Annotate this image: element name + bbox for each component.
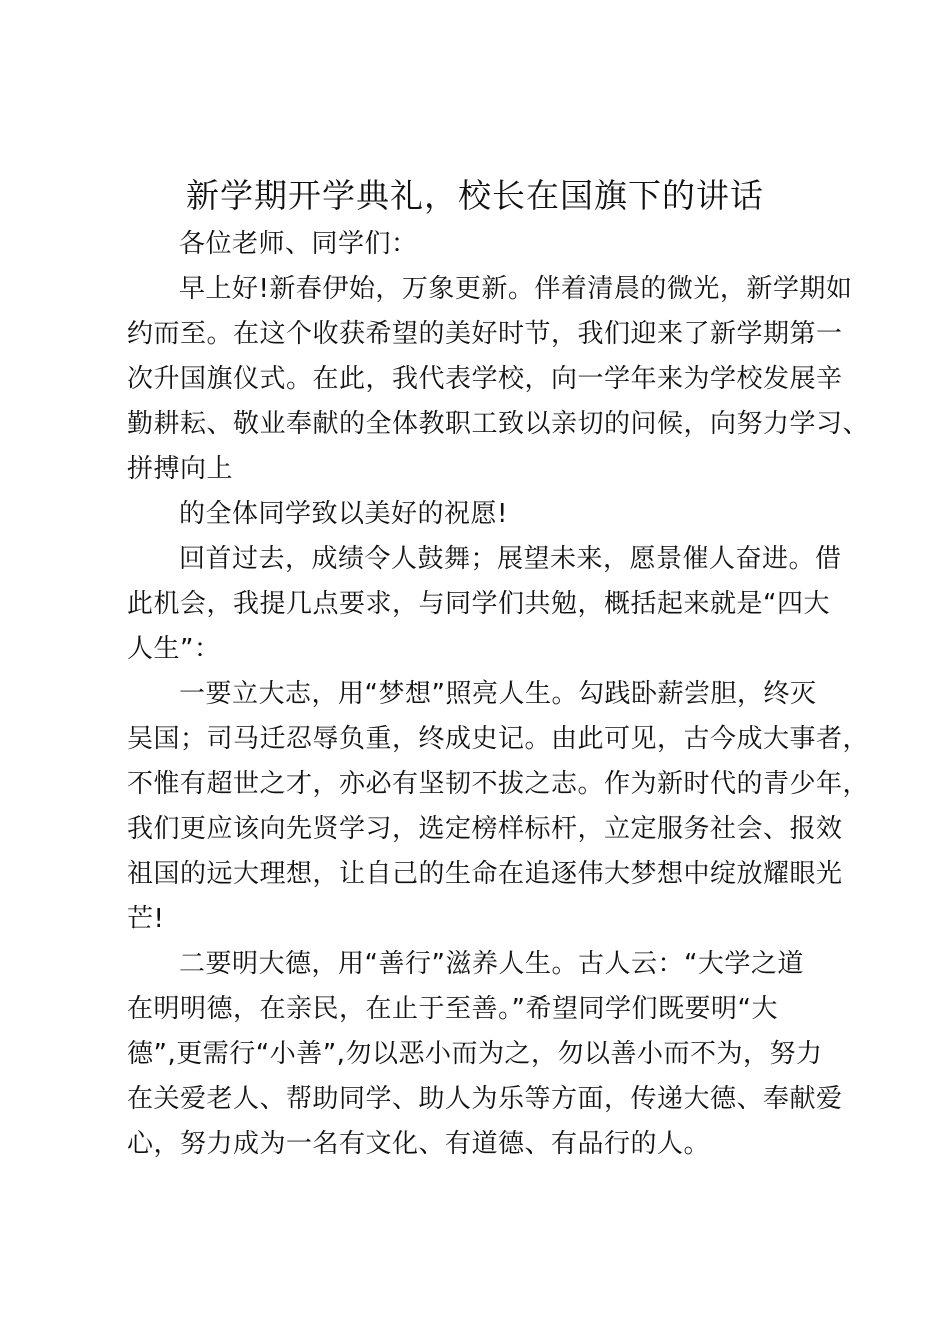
paragraph-wishes — [127, 492, 847, 537]
text-line: 德”,更需行“小善”,勿以恶小而为之，勿以善小而不为，努力 — [127, 1039, 823, 1069]
text-line: 不惟有超世之才，亦必有坚韧不拔之志。作为新时代的青少年， — [127, 769, 870, 799]
text-line: 芒! — [127, 904, 165, 934]
text-line: 人生”： — [127, 634, 221, 664]
text-line: 约而至。在这个收获希望的美好时节，我们迎来了新学期第一 — [127, 319, 843, 349]
document-body — [127, 222, 870, 1167]
text-line: 二要明大德，用“善行”滋养人生。古人云：“大学之道 — [179, 949, 804, 979]
text-line: 各位老师、同学们： — [179, 229, 418, 259]
document-title: 新学期开学典礼，校长在国旗下的讲话 — [186, 176, 764, 215]
text-line: 拼搏向上 — [127, 454, 234, 484]
text-line: 勤耕耘、敬业奉献的全体教职工致以亲切的问候，向努力学习、 — [127, 409, 870, 439]
paragraph-opening — [127, 267, 870, 492]
text-line: 此机会，我提几点要求，与同学们共勉，概括起来就是“四大 — [127, 589, 830, 619]
text-line: 早上好!新春伊始，万象更新。伴着清晨的微光，新学期如 — [179, 274, 853, 304]
paragraph-virtue — [127, 942, 847, 1167]
text-line: 心，努力成为一名有文化、有道德、有品行的人。 — [127, 1129, 711, 1159]
paragraph-ambition — [127, 672, 870, 942]
text-line: 次升国旗仪式。在此，我代表学校，向一学年来为学校发展辛 — [127, 364, 843, 394]
text-line: 我们更应该向先贤学习，选定榜样标杆，立定服务社会、报效 — [127, 814, 843, 844]
text-line: 吴国；司马迁忍辱负重，终成史记。由此可见，古今成大事者， — [127, 724, 870, 754]
text-line: 的全体同学致以美好的祝愿! — [179, 499, 508, 529]
paragraph-review — [127, 537, 847, 672]
text-line: 一要立大志，用“梦想”照亮人生。勾践卧薪尝胆，终灭 — [179, 679, 817, 709]
text-line: 回首过去，成绩令人鼓舞；展望未来，愿景催人奋进。借 — [179, 544, 842, 574]
text-line: 祖国的远大理想，让自己的生命在追逐伟大梦想中绽放耀眼光 — [127, 859, 843, 889]
text-line: 在明明德，在亲民，在止于至善。”希望同学们既要明“大 — [127, 994, 778, 1024]
paragraph-greeting — [127, 222, 847, 267]
text-line: 在关爱老人、帮助同学、助人为乐等方面，传递大德、奉献爱 — [127, 1084, 843, 1114]
